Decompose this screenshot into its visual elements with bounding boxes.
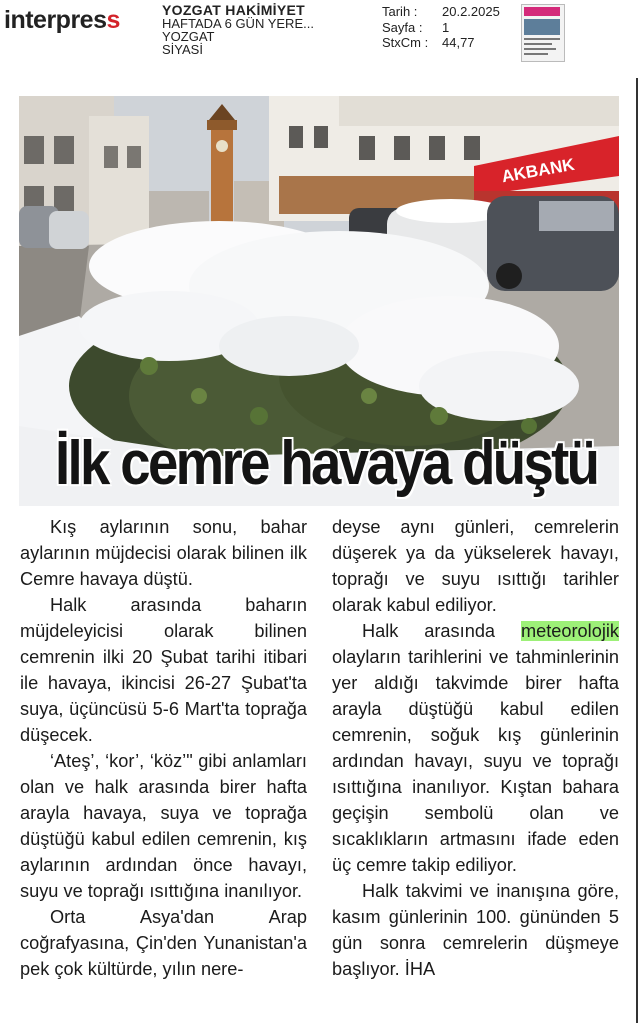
date-row [382, 4, 500, 20]
date-value: 20.2.2025 [442, 4, 500, 19]
page-row [382, 20, 500, 36]
paragraph: ‘Ateş’, ‘kor’, ‘köz’" gibi anlamları olan ve halk arasında birer hafta arayla havaya, suya ve toprağa düştüğü kabul edilen cemrenin, kış aylarının ardından önce havayı, suyu ve toprağı ısıttığına inanılıyor. [20, 751, 307, 901]
text-segment: olayların tarihlerini ve tahminlerinin yer aldığı takvimde birer hafta arayla düştüğü kabul edilen cemrenin, soğuk kış günlerinin ardından havayı, suyu ve toprağı ısıttığına inanılıyor. Kıştan bahara geçişin sembolü olan ve sıcaklıkların artmasını ifade eden üç cemre takip ediliyor. [332, 647, 619, 875]
paragraph: Orta Asya'dan Arap coğrafyasına, Çin'den Yunanistan'a pek çok kültürde, yılın nere- [20, 907, 307, 979]
paragraph-highlighted [332, 618, 619, 878]
article-column-right [332, 514, 619, 982]
paragraph: deyse aynı günleri, cemrelerin düşerek ya da yükselerek havayı, toprağı ve suyu ısıttığı tarihler olarak kabul ediliyor. [332, 517, 619, 615]
publication-name: YOZGAT HAKİMİYET [162, 2, 305, 18]
date-label: Tarih : [382, 4, 418, 19]
interpress-logo [4, 6, 120, 35]
akbank-sign: AKBANK [500, 154, 576, 187]
page-label: Sayfa : [382, 19, 423, 35]
column-divider [636, 78, 638, 1023]
publication-city: YOZGAT [162, 29, 215, 44]
article-column-left [20, 514, 307, 982]
clipping-header [0, 0, 644, 66]
highlighted-keyword: meteorolojik [520, 621, 619, 641]
stxcm-label: StxCm : [382, 35, 429, 50]
article-headline: İlk cemre havaya düştü [55, 429, 598, 498]
paragraph: Kış aylarının sonu, bahar aylarının müjdecisi olarak bilinen ilk Cemre havaya düştü. [20, 517, 307, 589]
page-value: 1 [442, 19, 450, 35]
publication-info [162, 4, 314, 56]
stxcm-value: 44,77 [442, 35, 475, 50]
publication-category: SİYASİ [162, 42, 203, 57]
paragraph: Halk takvimi ve inanışına göre, kasım günlerinin 100. gününden 5 gün sonra cemrelerin düşmeye başlıyor. İHA [332, 881, 619, 979]
logo-accent: s [106, 6, 120, 34]
stxcm-row [382, 35, 500, 51]
clipping-meta [382, 4, 500, 51]
text-segment: Halk arasında [362, 621, 521, 641]
page-thumbnail[interactable] [521, 4, 565, 62]
paragraph: Halk arasında baharın müjdeleyicisi olarak bilinen cemrenin ilki 20 Şubat tarihi itibari ile havaya, ikincisi 26-27 Şubat'ta suya, üçüncüsü 5-6 Mart'ta toprağa düşecek. [20, 595, 307, 745]
logo-text: interpres [4, 6, 107, 34]
publication-frequency: HAFTADA 6 GÜN YERE... [162, 16, 314, 31]
